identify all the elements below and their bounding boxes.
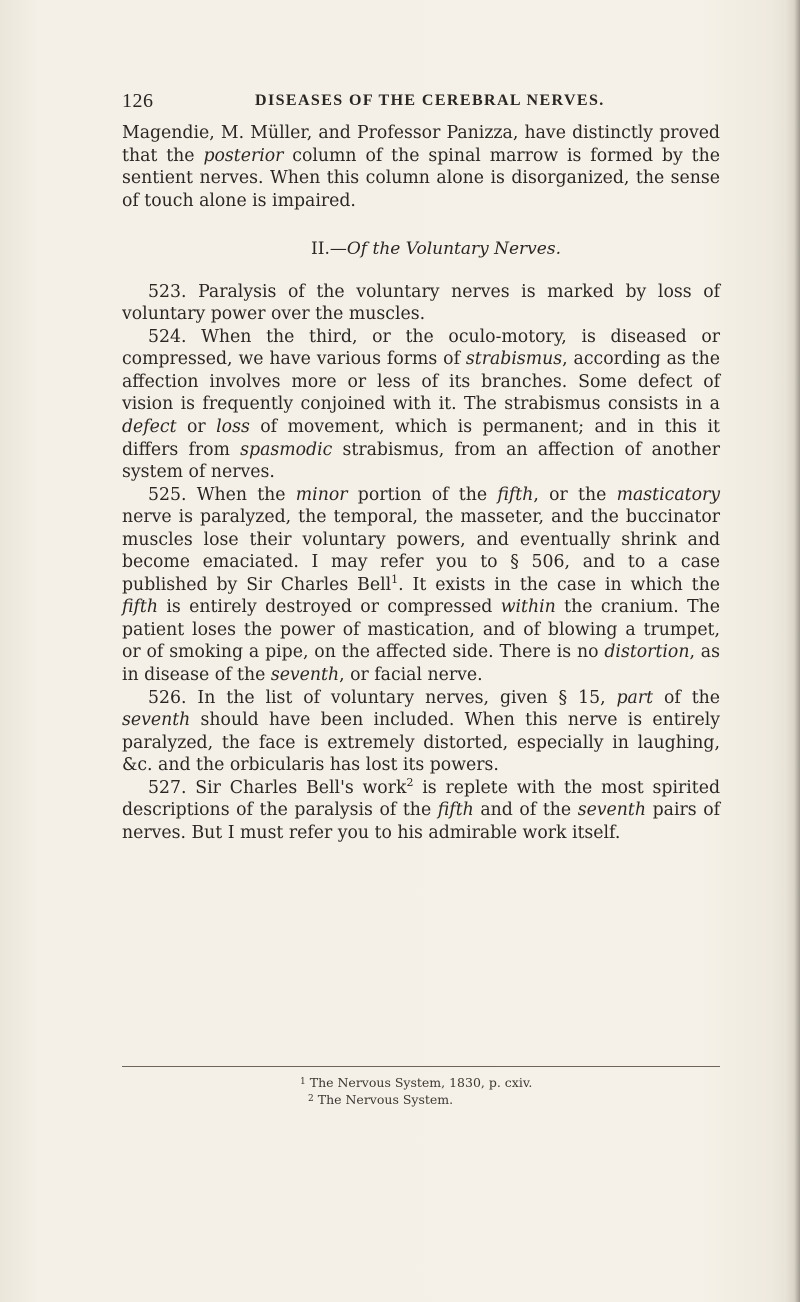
footnote-ref-1: 1 (391, 573, 399, 587)
footnotes (120, 1074, 722, 1108)
footnote-text: The Nervous System, 1830, p. cxiv. (309, 1075, 533, 1090)
intro-paragraph: Magendie, M. Müller, and Professor Panizza, have distinctly proved that the posterior column of the spinal marrow is formed by the sentient nerves. When this column alone is disorganized, the sense of touch alone is impaired. (122, 123, 720, 211)
page-number: 126 (122, 90, 154, 112)
section-dash: — (329, 239, 347, 260)
section-heading (122, 238, 720, 261)
footnote-1 (120, 1074, 722, 1091)
footnote-2 (120, 1091, 722, 1108)
footnote-divider (122, 1066, 720, 1067)
footnote-ref-2: 2 (406, 776, 414, 789)
footnote-mark: 1 (300, 1077, 306, 1087)
page-header (120, 90, 722, 116)
footnote-text: The Nervous System. (317, 1092, 454, 1107)
page-body (122, 122, 720, 844)
paragraph-526: 526. In the list of voluntary nerves, given § 15, part of the seventh should have been included. When this nerve is entirely paralyzed, the face is extremely distorted, especially in laughing, &c. and the orbicularis has lost its powers. (122, 687, 720, 776)
running-head: DISEASES OF THE CEREBRAL NERVES. (255, 92, 605, 109)
page-edge-shadow (786, 0, 800, 1302)
paragraph-524: 524. When the third, or the oculo-motory, is diseased or compressed, we have various forms of strabismus, according as the affection involves more or less of its branches. Some defect of vision is frequently conjoined with it. The strabismus consists in a defect or loss of movement, which is permanent; and in this it differs from spasmodic strabismus, from an affection of another system of nerves. (122, 326, 720, 483)
section-numeral: II. (311, 239, 330, 260)
footnote-mark: 2 (308, 1094, 314, 1104)
paragraph-525: 525. When the minor portion of the fifth, or the masticatory nerve is paralyzed, the temporal, the masseter, and the buccinator muscles lose their voluntary powers, and eventually shrink and become emaciated. I may refer you to § 506, and to a case published by Sir Charles Bell$^1$. It exists in the case in which the fifth is entirely destroyed or compressed within the cranium. The patient loses the power of mastication, and of blowing a trumpet, or of smoking a pipe, on the affected side. There is no distortion, as in disease of the seventh, or facial nerve. (122, 484, 720, 686)
paragraph-527: 527. Sir Charles Bell's work$^2$ is replete with the most spirited descriptions of the paralysis of the fifth and of the seventh pairs of nerves. But I must refer you to his admirable work itself. (122, 776, 721, 843)
paragraph-523: 523. Paralysis of the voluntary nerves is marked by loss of voluntary power over the muscles. (122, 281, 720, 325)
section-title-text: Of the Voluntary Nerves. (346, 239, 561, 260)
